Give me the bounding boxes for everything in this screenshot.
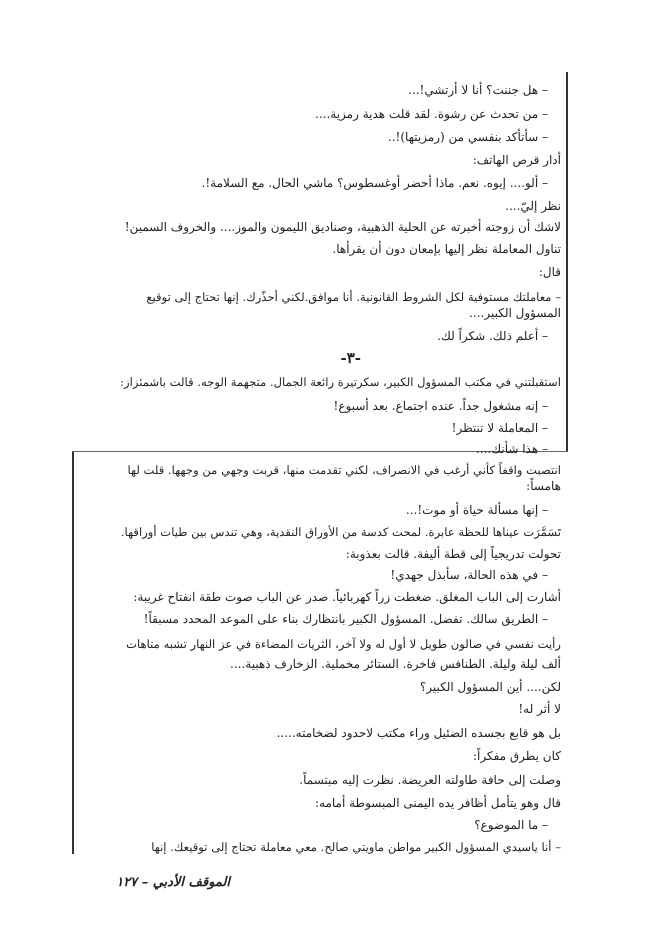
paragraph: لاشك أن زوجته أخبرته عن الحلية الذهبية، وصناديق الليمون والموز.... والخروف السمين! xyxy=(124,220,561,234)
left-margin-rule xyxy=(72,452,74,854)
paragraph: – المعاملة لا تنتظر! xyxy=(451,421,548,435)
paragraph: – أعلم ذلك. شكراً لك. xyxy=(437,329,548,343)
paragraph: ألف ليلة وليلة. الطنافس فاخرة. الستائر مخملية. الزخارف ذهبية.... xyxy=(230,657,561,671)
page-footer: الموقف الأدبي – ١٢٧ xyxy=(116,875,230,890)
paragraph: بل هو قابع بجسده الضئيل وراء مكتب لاحدود لضخامته..... xyxy=(276,726,561,740)
paragraph: أشارت إلى الباب المغلق. ضغطت زراً كهربائياً. صدر عن الباب صوت طقة انفتاح غريبة: xyxy=(133,590,561,604)
paragraph: انتصبت واقفاً كأني أرغب في الانصراف، لكني تقدمت منها، قربت وجهي من وجهها. قلت لها xyxy=(127,463,561,477)
section-number: -٣- xyxy=(340,349,361,367)
paragraph: – ما الموضوع؟ xyxy=(474,818,548,832)
paragraph: – إنها مسألة حياة أو موت!... xyxy=(405,503,548,517)
paragraph: وصلت إلى حافة طاولته العريضة. نظرت إليه مبتسماً. xyxy=(299,773,561,787)
paragraph: – من تحدث عن رشوة. لقد قلت هدية رمزية.... xyxy=(315,107,548,121)
paragraph: نظر إليّ.... xyxy=(505,199,561,213)
paragraph: كان يطرق مفكراً: xyxy=(472,749,561,763)
paragraph: – هذا شأنك.... xyxy=(475,442,548,456)
paragraph: أدار قرص الهاتف: xyxy=(472,153,561,167)
paragraph: تناول المعاملة نظر إليها بإمعان دون أن يقرأها. xyxy=(332,242,561,256)
paragraph: لا أثر له! xyxy=(518,702,561,716)
paragraph: – ألو.... إيوه. نعم. ماذا أحضر أوغسطوس؟ ماشي الحال. مع السلامة!. xyxy=(201,176,548,190)
paragraph: تحولت تدريجياً إلى قطة أليفة. قالت بعذوبة: xyxy=(345,547,561,561)
paragraph: – في هذه الحالة، سأبذل جهدي! xyxy=(390,568,548,582)
paragraph: – الطريق سالك. تفضل. المسؤول الكبير بانتظارك بناء على الموعد المحدد مسبقاً! xyxy=(143,612,548,626)
paragraph: – هل جننت؟ أنا لا أرتشي!... xyxy=(408,83,548,97)
paragraph: – أنا ياسيدي المسؤول الكبير مواطن ماويتي صالح. معي معاملة تحتاج إلى توقيعك. إنها xyxy=(151,840,561,854)
paragraph: قال وهو يتأمل أظافر يده اليمنى المبسوطة أمامه: xyxy=(314,796,561,810)
paragraph: – معاملتك مستوفية لكل الشروط القانونية. أنا موافق.لكني أحذّرك. إنها تحتاج إلى توقيع xyxy=(146,290,561,304)
paragraph: – سأتأكد بنفسي من (رمزيتها)!.. xyxy=(387,130,548,144)
paragraph: المسؤول الكبير.... xyxy=(469,306,561,320)
paragraph: – إنه مشغول جداً. عنده اجتماع. بعد أسبوع! xyxy=(333,399,548,413)
paragraph: قال: xyxy=(538,265,561,279)
paragraph: رأيت نفسي في صالون طويل لا أول له ولا آخر، الثريات المضاءة في عز النهار تشبه متاهات xyxy=(126,637,561,651)
paragraph: تَسَمَّرَت عيناها للحظة عابرة. لمحت كدسة من الأوراق النقدية، وهي تندس بين طيات أوراقها. xyxy=(120,525,561,539)
right-margin-rule xyxy=(566,72,568,452)
paragraph: هامساً: xyxy=(526,479,561,493)
paragraph: استقبلتني في مكتب المسؤول الكبير، سكرتيرة رائعة الجمال. متجهمة الوجه. قالت باشمئزاز: xyxy=(120,375,561,389)
paragraph: لكن.... أين المسؤول الكبير؟ xyxy=(419,680,561,694)
